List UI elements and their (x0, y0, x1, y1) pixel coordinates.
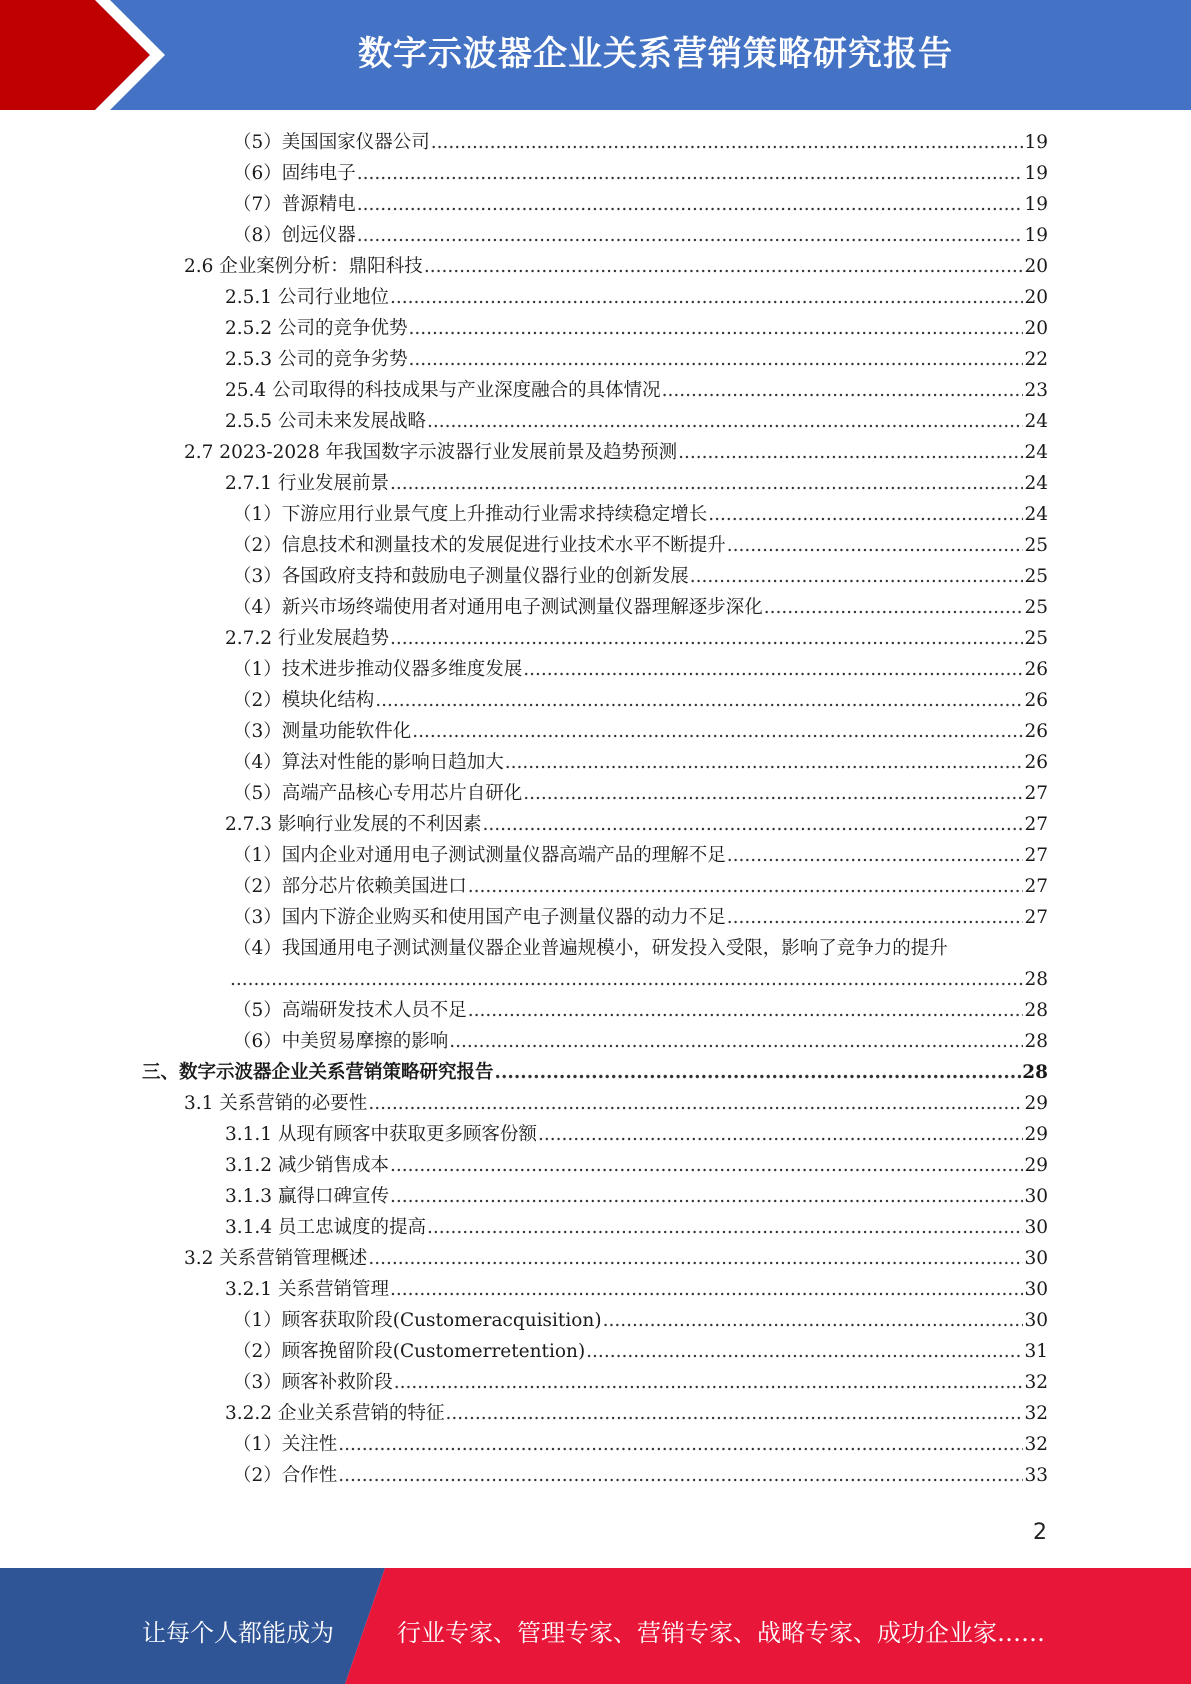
toc-leader (764, 592, 1024, 623)
toc-entry-title: 2.5.3 公司的竞争劣势 (225, 349, 408, 370)
footer-slogan-right: 行业专家、管理专家、营销专家、战略专家、成功企业家…… (397, 1619, 1045, 1647)
toc-entry-title: 3.2.2 企业关系营销的特征 (225, 1403, 445, 1424)
toc-entry[interactable] (233, 592, 1048, 623)
toc-entry-page: 28 (1024, 1000, 1048, 1021)
toc-entry-page: 27 (1024, 907, 1048, 928)
toc-leader (586, 1336, 1023, 1367)
toc-entry-title: 3.1.2 减少销售成本 (225, 1155, 389, 1176)
toc-leader (523, 778, 1023, 809)
toc-leader (495, 1057, 1022, 1088)
toc-entry-page: 25 (1024, 566, 1048, 587)
toc-entry[interactable] (233, 127, 1048, 158)
toc-entry-title: （2）模块化结构 (233, 690, 375, 711)
toc-entry[interactable] (233, 840, 1048, 871)
toc-entry[interactable] (225, 375, 1048, 406)
toc-entry-title: （2）合作性 (233, 1465, 338, 1486)
toc-entry-page: 24 (1024, 504, 1048, 525)
toc-entry-title: （2）信息技术和测量技术的发展促进行业技术水平不断提升 (233, 535, 726, 556)
toc-entry-title: 25.4 公司取得的科技成果与产业深度融合的具体情况 (225, 380, 661, 401)
toc-entry-title: 3.2 关系营销管理概述 (184, 1248, 368, 1269)
toc-entry[interactable] (233, 561, 1048, 592)
toc-entry[interactable] (233, 1026, 1048, 1057)
toc-entry-title: 3.2.1 关系营销管理 (225, 1279, 389, 1300)
toc-leader (662, 375, 1024, 406)
toc-leader (390, 623, 1023, 654)
toc-entry-page: 26 (1024, 690, 1048, 711)
toc-entry-title: 2.7.1 行业发展前景 (225, 473, 389, 494)
toc-entry-title: 3.1.4 员工忠诚度的提高 (225, 1217, 426, 1238)
toc-entry[interactable] (184, 437, 1048, 468)
toc-leader (375, 685, 1023, 716)
toc-entry[interactable] (233, 158, 1048, 189)
toc-leader (523, 654, 1023, 685)
toc-leader (482, 809, 1023, 840)
toc-entry[interactable] (184, 1088, 1048, 1119)
toc-entry-page: 19 (1024, 225, 1048, 246)
toc-entry-title: （3）各国政府支持和鼓励电子测量仪器行业的创新发展 (233, 566, 689, 587)
toc-entry[interactable] (233, 1305, 1048, 1336)
toc-entry-page: 22 (1024, 349, 1048, 370)
toc-entry-title: 3.1 关系营销的必要性 (184, 1093, 368, 1114)
toc-entry[interactable] (233, 530, 1048, 561)
toc-entry-page: 27 (1024, 814, 1048, 835)
toc-leader (427, 406, 1023, 437)
toc-entry-title: （7）普源精电 (233, 194, 356, 215)
toc-entry[interactable] (233, 189, 1048, 220)
toc-leader (727, 902, 1024, 933)
toc-entry-page: 20 (1024, 318, 1048, 339)
toc-entry-page: 26 (1024, 659, 1048, 680)
toc-entry[interactable] (233, 778, 1048, 809)
toc-entry-page: 29 (1024, 1155, 1048, 1176)
toc-entry-title: 3.1.1 从现有顾客中获取更多顾客份额 (225, 1124, 537, 1145)
toc-entry[interactable] (233, 685, 1048, 716)
toc-leader (468, 995, 1024, 1026)
toc-entry-title: （2）顾客挽留阶段(Customerretention) (233, 1341, 586, 1362)
toc-leader (390, 1274, 1023, 1305)
toc-entry-page: 32 (1024, 1434, 1048, 1455)
toc-leader (445, 1398, 1023, 1429)
toc-entry-page: 25 (1024, 535, 1048, 556)
toc-entry-title: （6）中美贸易摩擦的影响 (233, 1031, 449, 1052)
toc-entry[interactable] (233, 716, 1048, 747)
toc-leader (708, 499, 1023, 530)
toc-entry-page: 24 (1024, 411, 1048, 432)
toc-entry[interactable] (233, 902, 1048, 933)
toc-entry-title: 2.7.3 影响行业发展的不利因素 (225, 814, 482, 835)
toc-entry[interactable] (233, 1367, 1048, 1398)
toc-entry-title: （1）下游应用行业景气度上升推动行业需求持续稳定增长 (233, 504, 708, 525)
toc-entry[interactable] (233, 747, 1048, 778)
toc-entry-page: 28 (1024, 1031, 1048, 1052)
toc-entry-page: 27 (1024, 845, 1048, 866)
toc-entry[interactable] (225, 468, 1048, 499)
toc-entry-page: 20 (1024, 287, 1048, 308)
toc-leader (603, 1305, 1024, 1336)
page-footer (0, 1568, 1191, 1684)
toc-leader (357, 220, 1024, 251)
toc-leader (424, 251, 1024, 282)
toc-entry-page: 30 (1024, 1248, 1048, 1269)
toc-entry-title: （4）算法对性能的影响日趋加大 (233, 752, 504, 773)
toc-leader (690, 561, 1024, 592)
toc-leader (727, 530, 1024, 561)
toc-entry-title: （1）技术进步推动仪器多维度发展 (233, 659, 523, 680)
toc-entry[interactable] (225, 406, 1048, 437)
toc-entry-page: 26 (1024, 721, 1048, 742)
toc-leader (412, 716, 1023, 747)
toc-entry-title: 2.5.2 公司的竞争优势 (225, 318, 408, 339)
toc-entry[interactable] (233, 499, 1048, 530)
toc-leader (338, 1429, 1023, 1460)
toc-leader (357, 158, 1024, 189)
toc-leader (368, 1243, 1023, 1274)
toc-leader (230, 964, 1023, 995)
toc-entry-page: 19 (1024, 194, 1048, 215)
toc-entry[interactable] (225, 1212, 1048, 1243)
toc-leader (505, 747, 1024, 778)
toc-entry-title: （2）部分芯片依赖美国进口 (233, 876, 467, 897)
toc-entry-page: 30 (1024, 1217, 1048, 1238)
toc-entry-page: 23 (1024, 380, 1048, 401)
toc-chapter-entry[interactable] (142, 1057, 1048, 1088)
toc-leader (357, 189, 1024, 220)
toc-entry-page: 28 (1024, 969, 1048, 990)
toc-entry[interactable] (225, 1181, 1048, 1212)
toc-entry-title: （1）顾客获取阶段(Customeracquisition) (233, 1310, 602, 1331)
toc-entry-page: 25 (1024, 628, 1048, 649)
toc-entry-title: （3）顾客补救阶段 (233, 1372, 393, 1393)
toc-entry-title: （1）国内企业对通用电子测试测量仪器高端产品的理解不足 (233, 845, 726, 866)
toc-entry-page: 33 (1024, 1465, 1048, 1486)
toc-entry[interactable] (225, 1398, 1048, 1429)
toc-entry-page: 20 (1024, 256, 1048, 277)
toc-entry-page: 30 (1024, 1186, 1048, 1207)
toc-entry-title: 3.1.3 赢得口碑宣传 (225, 1186, 389, 1207)
toc-entry[interactable] (233, 220, 1048, 251)
toc-leader (394, 1367, 1024, 1398)
toc-entry-title: （8）创远仪器 (233, 225, 356, 246)
toc-entry-title: 2.7 2023-2028 年我国数字示波器行业发展前景及趋势预测 (184, 442, 678, 463)
toc-entry-title: （4）新兴市场终端使用者对通用电子测试测量仪器理解逐步深化 (233, 597, 763, 618)
toc-leader (408, 313, 1023, 344)
toc-entry[interactable] (225, 313, 1048, 344)
toc-entry-page: 30 (1024, 1279, 1048, 1300)
toc-leader (678, 437, 1023, 468)
footer-slogan-left: 让每个人都能成为 (142, 1619, 334, 1647)
toc-leader (538, 1119, 1023, 1150)
toc-leader (390, 468, 1023, 499)
toc-entry-page: 25 (1024, 597, 1048, 618)
toc-entry-title: （5）美国国家仪器公司 (233, 132, 430, 153)
toc-entry-page: 29 (1024, 1093, 1048, 1114)
toc-leader (427, 1212, 1023, 1243)
toc-entry-page: 27 (1024, 876, 1048, 897)
toc-entry-title: （5）高端研发技术人员不足 (233, 1000, 467, 1021)
toc-leader (449, 1026, 1023, 1057)
toc-leader (368, 1088, 1023, 1119)
toc-entry[interactable] (225, 623, 1048, 654)
toc-entry-title: 三、数字示波器企业关系营销策略研究报告 (142, 1062, 494, 1083)
toc-entry-page: 27 (1024, 783, 1048, 804)
toc-entry[interactable] (233, 1429, 1048, 1460)
toc-entry[interactable] (233, 654, 1048, 685)
toc-leader (390, 1150, 1023, 1181)
toc-entry[interactable] (233, 995, 1048, 1026)
toc-leader (431, 127, 1024, 158)
toc-entry-page: 28 (1022, 1062, 1048, 1083)
toc-entry-title: 2.5.1 公司行业地位 (225, 287, 389, 308)
toc-entry[interactable] (225, 1274, 1048, 1305)
toc-leader (468, 871, 1024, 902)
toc-entry[interactable] (233, 871, 1048, 902)
toc-entry[interactable] (229, 964, 1048, 995)
toc-leader (408, 344, 1023, 375)
toc-leader (390, 1181, 1023, 1212)
toc-entry-page: 26 (1024, 752, 1048, 773)
toc-entry[interactable] (225, 809, 1048, 840)
toc-entry-title: （3）国内下游企业购买和使用国产电子测量仪器的动力不足 (233, 907, 726, 928)
toc-entry-page: 19 (1024, 132, 1048, 153)
toc-entry-page: 32 (1024, 1372, 1048, 1393)
toc-entry-page: 29 (1024, 1124, 1048, 1145)
toc-leader (727, 840, 1024, 871)
toc-entry-title: （3）测量功能软件化 (233, 721, 412, 742)
toc-entry-page: 19 (1024, 163, 1048, 184)
toc-entry-page: 32 (1024, 1403, 1048, 1424)
toc-entry[interactable] (225, 1119, 1048, 1150)
toc-entry[interactable] (184, 251, 1048, 282)
toc-entry-title: （6）固纬电子 (233, 163, 356, 184)
toc-entry-title: 2.5.5 公司未来发展战略 (225, 411, 426, 432)
toc-entry[interactable] (225, 1150, 1048, 1181)
document-title: 数字示波器企业关系营销策略研究报告 (358, 34, 953, 74)
toc-entry[interactable] (225, 282, 1048, 313)
toc-entry[interactable] (233, 1336, 1048, 1367)
toc-entry[interactable] (233, 1460, 1048, 1491)
toc-entry-page: 24 (1024, 442, 1048, 463)
toc-entry-title: （1）关注性 (233, 1434, 338, 1455)
toc-entry-title: （5）高端产品核心专用芯片自研化 (233, 783, 523, 804)
toc-entry[interactable] (225, 344, 1048, 375)
page-header (0, 0, 1191, 110)
toc-entry-page: 24 (1024, 473, 1048, 494)
toc-entry-page: 31 (1024, 1341, 1048, 1362)
toc-entry-title: 2.7.2 行业发展趋势 (225, 628, 389, 649)
toc-leader (338, 1460, 1023, 1491)
page-number: 2 (1033, 1520, 1047, 1545)
toc-entry-page: 30 (1024, 1310, 1048, 1331)
toc-entry[interactable] (184, 1243, 1048, 1274)
toc-entry-title[interactable]: （4）我国通用电子测试测量仪器企业普遍规模小，研发投入受限，影响了竞争力的提升 (233, 938, 948, 959)
toc-entry-title: 2.6 企业案例分析：鼎阳科技 (184, 256, 423, 277)
toc-leader (390, 282, 1023, 313)
